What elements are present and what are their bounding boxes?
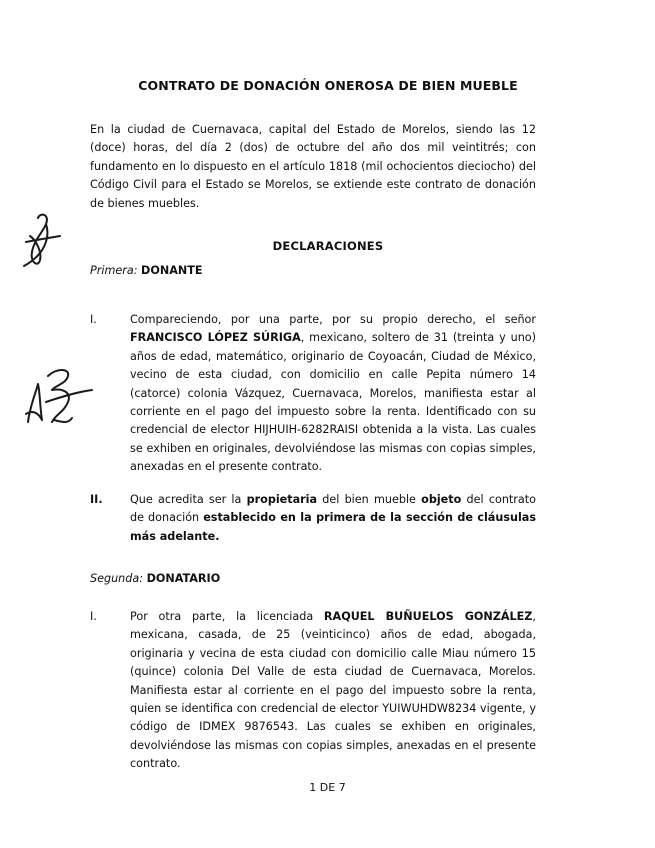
party-label: Segunda: <box>90 572 143 585</box>
donor-name: FRANCISCO LÓPEZ SÚRIGA <box>130 331 301 345</box>
declaration-item <box>90 311 536 477</box>
declaration-item <box>90 491 536 546</box>
document-title: CONTRATO DE DONACIÓN ONEROSA DE BIEN MUEBLE <box>138 78 518 93</box>
item-number: I. <box>90 610 97 623</box>
party-name: DONANTE <box>141 264 203 277</box>
party-donante-heading <box>90 264 203 277</box>
item-text: Que acredita ser la propietaria del bien mueble objeto del contrato de donación establecido en la primera de la sección de cláusulas más adelante. <box>130 493 536 543</box>
item-number: I. <box>90 313 97 326</box>
item-number: II. <box>90 493 103 506</box>
party-name: DONATARIO <box>146 572 221 585</box>
page-indicator: 1 DE 7 <box>309 781 346 794</box>
item-text: Por otra parte, la licenciada RAQUEL BUÑUELOS GONZÁLEZ, mexicana, casada, de 25 (veinticinco) años de edad, abogada, originaria y vecina de esta ciudad con domicilio calle Miau número 15 (quince) colonia Del Valle de esta ciudad de Cuernavaca, Morelos. Manifiesta estar al corriente en el pago del impuesto sobre la renta, quien se identifica con credencial de elector YUIWUHDW8234 vigente, y código de IDMEX 9876543. Las cuales se exhiben en originales, devolviéndose las mismas con copias simples, anexadas en el presente contrato. <box>130 610 536 771</box>
party-donatario-heading <box>90 572 220 585</box>
party-label: Primera: <box>90 264 138 277</box>
section-heading: DECLARACIONES <box>272 239 384 253</box>
declaration-item <box>90 608 536 774</box>
signature-initials-icon-2 <box>18 362 96 440</box>
item-text: Compareciendo, por una parte, por su propio derecho, el señor FRANCISCO LÓPEZ SÚRIGA, mexicano, soltero de 31 (treinta y uno) años de edad, matemático, originario de Coyoacán, Ciudad de México, vecino de esta ciudad, con domicilio en calle Pepita número 14 (catorce) colonia Vázquez, Cuernavaca, Morelos, manifiesta estar al corriente en el pago del impuesto sobre la renta. Identificado con su credencial de elector HIJHUIH-6282RAISI obtenida a la vista. Las cuales se exhiben en originales, devolviéndose las mismas con copias simples, anexadas en el presente contrato. <box>130 313 536 474</box>
donee-name: RAQUEL BUÑUELOS GONZÁLEZ <box>323 610 533 623</box>
intro-paragraph: En la ciudad de Cuernavaca, capital del Estado de Morelos, siendo las 12 (doce) horas, del día 2 (dos) de octubre del año dos mil veintitrés; con fundamento en lo dispuesto en el artículo 1818 (mil ochocientos dieciocho) del Código Civil para el Estado se Morelos, se extiende este contrato de donación de bienes muebles. <box>90 123 536 210</box>
signature-initials-icon <box>16 210 66 274</box>
